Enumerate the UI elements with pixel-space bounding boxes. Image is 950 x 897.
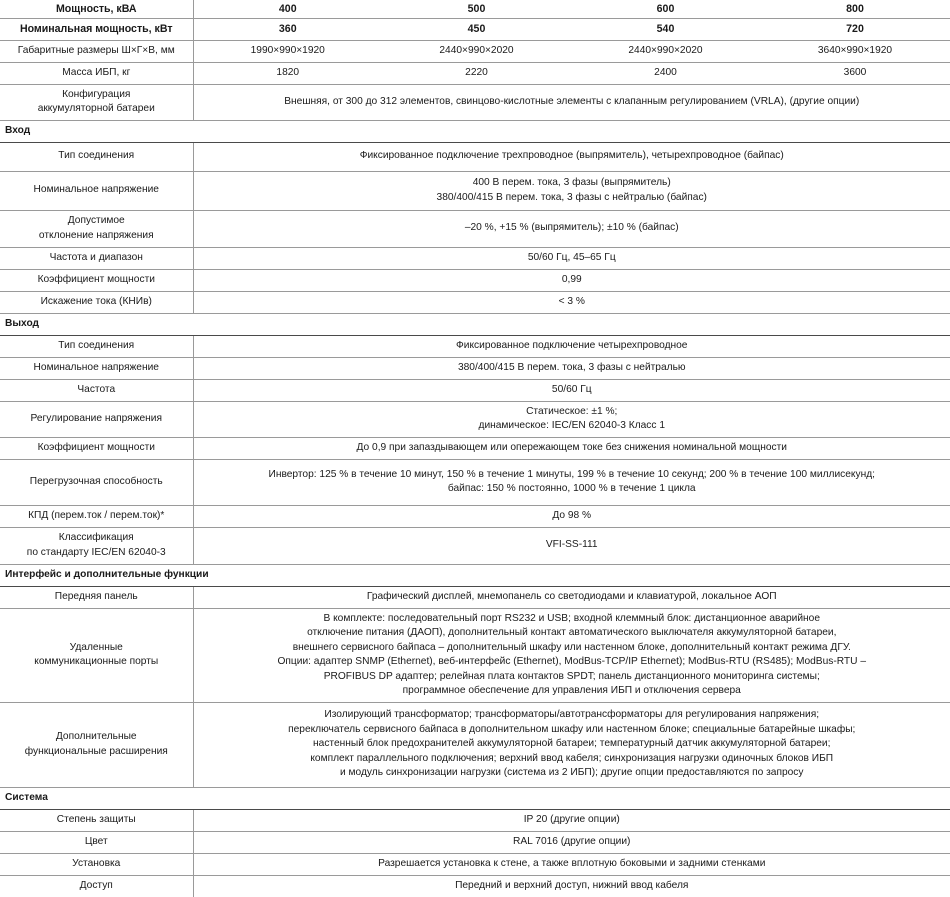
value-input-connection: Фиксированное подключение трехпроводное (выпрямитель), четырехпроводное (байпас) <box>193 142 950 171</box>
value-dim-4: 3640×990×1920 <box>760 40 950 62</box>
row-input-voltage <box>0 171 950 210</box>
label-input-tolerance: Допустимое отклонение напряжения <box>0 210 193 247</box>
row-input-tolerance <box>0 210 950 247</box>
value-output-regulation: Статическое: ±1 %; динамическое: IEC/EN 62040-3 Класс 1 <box>193 401 950 437</box>
section-system <box>0 787 950 809</box>
row-power-kw <box>0 18 950 40</box>
row-color <box>0 831 950 853</box>
value-dim-2: 2440×990×2020 <box>382 40 571 62</box>
value-output-frequency: 50/60 Гц <box>193 379 950 401</box>
row-input-frequency <box>0 247 950 269</box>
value-output-efficiency: До 98 % <box>193 505 950 527</box>
label-output-efficiency: КПД (перем.ток / перем.ток)* <box>0 505 193 527</box>
row-power-kva <box>0 0 950 18</box>
value-dim-1: 1990×990×1920 <box>193 40 382 62</box>
row-output-regulation <box>0 401 950 437</box>
value-input-tolerance: –20 %, +15 % (выпрямитель); ±10 % (байпас) <box>193 210 950 247</box>
label-output-frequency: Частота <box>0 379 193 401</box>
value-mass-3: 2400 <box>571 62 760 84</box>
row-output-connection <box>0 335 950 357</box>
value-color: RAL 7016 (другие опции) <box>193 831 950 853</box>
section-system-title: Система <box>0 787 950 809</box>
value-output-connection: Фиксированное подключение четырехпроводное <box>193 335 950 357</box>
section-output-title: Выход <box>0 313 950 335</box>
label-output-regulation: Регулирование напряжения <box>0 401 193 437</box>
label-power-kva: Мощность, кВА <box>0 0 193 18</box>
label-mass: Масса ИБП, кг <box>0 62 193 84</box>
value-kva-3: 600 <box>656 2 675 15</box>
row-remote-ports <box>0 608 950 702</box>
row-dimensions <box>0 40 950 62</box>
value-kw-4: 720 <box>760 18 950 40</box>
value-mass-2: 2220 <box>382 62 571 84</box>
value-protection: IP 20 (другие опции) <box>193 809 950 831</box>
label-output-overload: Перегрузочная способность <box>0 459 193 505</box>
row-input-connection <box>0 142 950 171</box>
label-remote-ports: Удаленные коммуникационные порты <box>0 608 193 702</box>
label-input-power-factor: Коэффициент мощности <box>0 269 193 291</box>
row-output-power-factor <box>0 437 950 459</box>
row-output-voltage <box>0 357 950 379</box>
value-input-frequency: 50/60 Гц, 45–65 Гц <box>193 247 950 269</box>
row-mass <box>0 62 950 84</box>
value-output-voltage: 380/400/415 В перем. тока, 3 фазы с нейтралью <box>193 357 950 379</box>
label-power-kw: Номинальная мощность, кВт <box>0 18 193 40</box>
row-output-efficiency <box>0 505 950 527</box>
value-input-voltage: 400 В перем. тока, 3 фазы (выпрямитель) 380/400/415 В перем. тока, 3 фазы с нейтралью (байпас) <box>193 171 950 210</box>
label-output-connection: Тип соединения <box>0 335 193 357</box>
value-extensions: Изолирующий трансформатор; трансформаторы/автотрансформаторы для регулирования напряжения; переключатель сервисного байпаса в дополнительном шкафу или настенном блоке; специальные батарейные шкафы; настенный блок предохранителей аккумуляторной батареи; температурный датчик аккумуляторной батареи; комплект параллельного подключения; верхний ввод кабеля; синхронизация нагрузки одиночных блоков ИБП и модуль синхронизации нагрузки (система из 2 ИБП); другие опции предоставляются по запросу <box>193 702 950 787</box>
value-remote-ports: В комплекте: последовательный порт RS232 и USB; входной клеммный блок: дистанционное аварийное отключение питания (ДАОП), дополнительный контакт автоматического выключателя аккумуляторной батареи, внешнего сервисного байпаса – дополнительный шкафу или настенном блоке, дополнительный контакт режима ДГУ. Опции: адаптер SNMP (Ethernet), веб-интерфейс (Ethernet), ModBus-TCP/IP Ethernet); ModBus-RTU (RS485); ModBus-RTU – PROFIBUS DP адаптер; релейная плата контактов SPDT; панель дистанционного мониторинга системы; программное обеспечение для управления ИБП и отключения сервера <box>193 608 950 702</box>
row-extensions <box>0 702 950 787</box>
label-input-thd: Искажение тока (КНИв) <box>0 291 193 313</box>
section-interface-title: Интерфейс и дополнительные функции <box>0 564 950 586</box>
value-kva-1: 400 <box>278 2 297 15</box>
section-input <box>0 120 950 142</box>
label-extensions: Дополнительные функциональные расширения <box>0 702 193 787</box>
value-kw-2: 450 <box>382 18 571 40</box>
row-access <box>0 875 950 897</box>
value-access: Передний и верхний доступ, нижний ввод кабеля <box>193 875 950 897</box>
section-output <box>0 313 950 335</box>
row-front-panel <box>0 586 950 608</box>
label-input-connection: Тип соединения <box>0 142 193 171</box>
value-output-classification: VFI-SS-111 <box>193 527 950 564</box>
label-input-voltage: Номинальное напряжение <box>0 171 193 210</box>
section-input-title: Вход <box>0 120 950 142</box>
label-output-power-factor: Коэффициент мощности <box>0 437 193 459</box>
label-input-frequency: Частота и диапазон <box>0 247 193 269</box>
row-output-frequency <box>0 379 950 401</box>
value-output-overload: Инвертор: 125 % в течение 10 минут, 150 % в течение 1 минуты, 199 % в течение 10 секунд; 200 % в течение 100 миллисекунд; байпас: 150 % постоянно, 1000 % в течение 1 цикла <box>193 459 950 505</box>
label-access: Доступ <box>0 875 193 897</box>
value-output-power-factor: До 0,9 при запаздывающем или опережающем токе без снижения номинальной мощности <box>193 437 950 459</box>
row-output-classification <box>0 527 950 564</box>
value-kw-3: 540 <box>571 18 760 40</box>
value-front-panel: Графический дисплей, мнемопанель со светодиодами и клавиатурой, локальное АОП <box>193 586 950 608</box>
section-interface <box>0 564 950 586</box>
value-kw-1: 360 <box>193 18 382 40</box>
row-battery-config <box>0 84 950 120</box>
row-input-thd <box>0 291 950 313</box>
label-protection: Степень защиты <box>0 809 193 831</box>
value-input-power-factor: 0,99 <box>193 269 950 291</box>
label-installation: Установка <box>0 853 193 875</box>
row-protection <box>0 809 950 831</box>
value-kva-4: 800 <box>846 2 864 15</box>
row-installation <box>0 853 950 875</box>
label-output-classification: Классификация по стандарту IEC/EN 62040-3 <box>0 527 193 564</box>
row-output-overload <box>0 459 950 505</box>
value-kva-2: 500 <box>467 2 486 15</box>
row-input-power-factor <box>0 269 950 291</box>
label-color: Цвет <box>0 831 193 853</box>
value-input-thd: < 3 % <box>193 291 950 313</box>
value-mass-1: 1820 <box>193 62 382 84</box>
value-battery-config: Внешняя, от 300 до 312 элементов, свинцово-кислотные элементы с клапанным регулированием (VRLA), (другие опции) <box>193 84 950 120</box>
label-dimensions: Габаритные размеры Ш×Г×В, мм <box>0 40 193 62</box>
value-mass-4: 3600 <box>760 62 950 84</box>
value-dim-3: 2440×990×2020 <box>571 40 760 62</box>
label-output-voltage: Номинальное напряжение <box>0 357 193 379</box>
label-battery-config: Конфигурация аккумуляторной батареи <box>0 84 193 120</box>
label-front-panel: Передняя панель <box>0 586 193 608</box>
value-installation: Разрешается установка к стене, а также вплотную боковыми и задними стенками <box>193 853 950 875</box>
